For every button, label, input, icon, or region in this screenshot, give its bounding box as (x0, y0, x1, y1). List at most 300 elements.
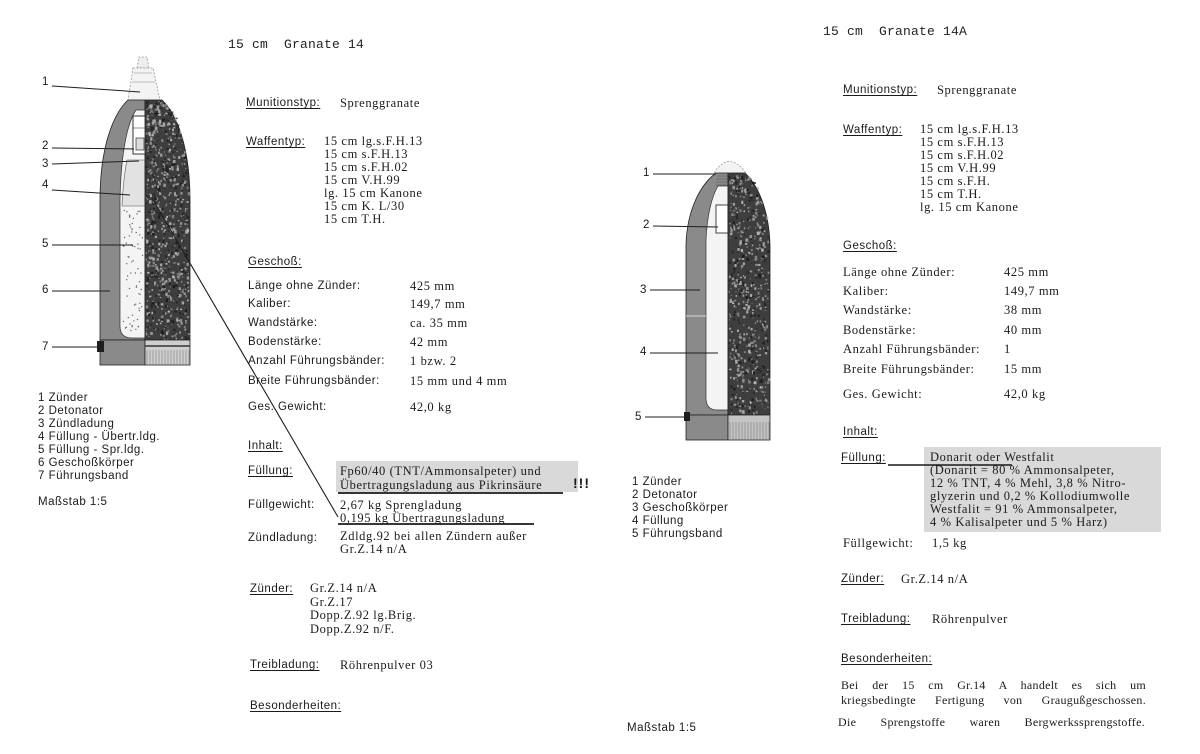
texture-speckle (739, 290, 741, 292)
texture-speckle (169, 283, 171, 285)
texture-speckle (180, 222, 182, 225)
texture-speckle (731, 193, 732, 195)
geschoss-row-label: Kaliber: (248, 298, 291, 310)
texture-speckle (755, 216, 756, 218)
texture-speckle (171, 164, 173, 166)
fuellung-line: 4 % Kalisalpeter und 5 % Harz) (930, 515, 1108, 529)
texture-speckle (156, 101, 157, 102)
texture-speckle (184, 272, 186, 274)
texture-speckle (177, 198, 179, 200)
diagram-label-4: 4 (640, 346, 647, 358)
texture-speckle (161, 269, 162, 271)
texture-speckle (156, 303, 158, 305)
texture-speckle (763, 346, 764, 347)
texture-speckle (155, 329, 156, 331)
texture-speckle (179, 326, 181, 328)
texture-speckle (161, 139, 163, 141)
texture-speckle (178, 156, 180, 159)
texture-speckle (171, 111, 173, 113)
texture-speckle (765, 352, 767, 355)
texture-speckle (161, 105, 162, 106)
texture-speckle (166, 225, 167, 226)
texture-speckle (732, 195, 733, 196)
texture-speckle (168, 177, 169, 178)
texture-speckle (765, 386, 766, 388)
texture-speckle (147, 184, 148, 185)
texture-speckle (175, 163, 177, 164)
texture-speckle (148, 266, 150, 267)
texture-speckle (764, 328, 766, 330)
texture-speckle (155, 163, 156, 164)
texture-speckle (756, 390, 758, 392)
waffentyp-item: 15 cm lg.s.F.H.13 (920, 122, 1019, 136)
filling-dot (131, 261, 132, 262)
texture-speckle (181, 251, 182, 252)
texture-speckle (731, 230, 733, 232)
texture-speckle (764, 393, 765, 395)
texture-speckle (168, 261, 170, 263)
texture-speckle (763, 244, 765, 247)
texture-speckle (154, 140, 155, 141)
texture-speckle (177, 299, 178, 300)
texture-speckle (763, 299, 764, 301)
diagram-label-1: 1 (643, 167, 650, 179)
texture-speckle (159, 187, 161, 188)
texture-speckle (162, 241, 164, 243)
texture-speckle (739, 226, 740, 227)
texture-speckle (155, 144, 156, 145)
texture-speckle (751, 249, 753, 251)
texture-speckle (177, 196, 179, 198)
texture-speckle (729, 280, 730, 282)
texture-speckle (739, 293, 741, 295)
texture-speckle (733, 180, 735, 183)
texture-speckle (736, 394, 737, 395)
texture-speckle (745, 372, 747, 375)
texture-speckle (155, 147, 156, 148)
texture-speckle (186, 318, 187, 319)
texture-speckle (762, 407, 763, 408)
fuellgewicht-label: Füllgewicht: (248, 499, 315, 511)
texture-speckle (187, 229, 189, 233)
waffentyp-item: 15 cm V.H.99 (920, 161, 997, 175)
texture-speckle (146, 219, 148, 221)
texture-speckle (155, 124, 157, 125)
texture-speckle (754, 182, 756, 184)
texture-speckle (736, 209, 737, 210)
texture-speckle (167, 253, 168, 254)
texture-speckle (748, 242, 749, 243)
texture-speckle (165, 245, 167, 248)
texture-speckle (763, 215, 765, 217)
texture-speckle (152, 249, 154, 251)
texture-speckle (729, 348, 730, 349)
texture-speckle (760, 368, 761, 369)
texture-speckle (182, 276, 183, 278)
fuellung-label: Füllung: (841, 452, 886, 464)
fuellung-line: Donarit oder Westfalit (930, 450, 1055, 464)
texture-speckle (763, 347, 764, 349)
texture-speckle (764, 321, 765, 322)
texture-speckle (162, 244, 164, 246)
texture-speckle (743, 324, 744, 325)
texture-speckle (182, 199, 184, 200)
texture-speckle (760, 204, 761, 205)
texture-speckle (764, 327, 766, 328)
texture-speckle (765, 334, 767, 337)
texture-speckle (763, 398, 765, 401)
texture-speckle (754, 340, 756, 342)
texture-speckle (161, 103, 162, 104)
diagram-label-2: 2 (42, 140, 49, 152)
texture-speckle (159, 243, 161, 245)
texture-speckle (761, 325, 763, 327)
texture-speckle (746, 258, 749, 261)
filling-dot (136, 285, 137, 286)
texture-speckle (148, 254, 150, 255)
texture-speckle (730, 325, 732, 326)
texture-speckle (160, 252, 161, 253)
texture-speckle (746, 178, 747, 179)
texture-speckle (734, 302, 735, 303)
texture-speckle (163, 211, 164, 212)
waffentyp-item: 15 cm T.H. (324, 212, 386, 226)
texture-speckle (159, 266, 160, 268)
geschoss-row-value: 149,7 mm (410, 297, 466, 311)
texture-speckle (158, 319, 160, 321)
texture-speckle (159, 193, 161, 196)
texture-speckle (172, 275, 175, 278)
texture-speckle (737, 385, 739, 387)
texture-speckle (147, 188, 149, 189)
texture-speckle (757, 248, 759, 250)
texture-speckle (760, 240, 762, 241)
texture-speckle (737, 353, 739, 355)
geschoss-heading: Geschoß: (843, 240, 897, 252)
texture-speckle (151, 134, 154, 136)
texture-speckle (154, 105, 156, 108)
texture-speckle (163, 238, 164, 240)
texture-speckle (754, 197, 755, 198)
texture-speckle (736, 224, 737, 226)
texture-speckle (167, 160, 169, 161)
fuellung-line: (Donarit = 80 % Ammonsalpeter, (930, 463, 1115, 477)
texture-speckle (747, 309, 749, 311)
texture-speckle (170, 272, 172, 273)
texture-speckle (756, 361, 758, 363)
texture-speckle (173, 334, 175, 335)
filling-dot (140, 294, 141, 295)
texture-speckle (767, 250, 769, 251)
texture-speckle (752, 309, 754, 311)
texture-speckle (180, 197, 181, 198)
filling-dot (129, 215, 130, 216)
texture-speckle (738, 232, 739, 233)
filling-dot (130, 330, 131, 331)
munitionstyp-label: Munitionstyp: (843, 84, 918, 96)
texture-speckle (163, 285, 166, 288)
filling-dot (139, 227, 140, 228)
texture-speckle (163, 233, 166, 235)
texture-speckle (176, 135, 178, 138)
texture-speckle (752, 342, 754, 344)
texture-speckle (744, 204, 745, 206)
filling-dot (124, 237, 125, 238)
texture-speckle (156, 179, 157, 180)
texture-speckle (742, 410, 745, 413)
texture-speckle (159, 213, 161, 216)
texture-speckle (730, 223, 731, 224)
texture-speckle (755, 236, 756, 237)
texture-speckle (173, 255, 175, 258)
texture-speckle (177, 168, 179, 171)
texture-speckle (742, 400, 744, 403)
texture-speckle (151, 275, 152, 277)
texture-speckle (752, 398, 754, 401)
texture-speckle (177, 279, 179, 281)
texture-speckle (743, 263, 745, 266)
texture-speckle (761, 249, 764, 252)
texture-speckle (151, 276, 153, 277)
legend-item: 6 Geschoßkörper (38, 457, 135, 469)
texture-speckle (184, 151, 186, 154)
texture-speckle (729, 291, 730, 292)
texture-speckle (148, 146, 149, 147)
texture-speckle (158, 302, 160, 305)
texture-speckle (183, 174, 184, 175)
texture-speckle (177, 271, 179, 273)
texture-speckle (147, 148, 148, 149)
geschoss-row-value: 42,0 kg (410, 400, 452, 414)
texture-speckle (166, 119, 167, 120)
scale-note: Maßstab 1:5 (627, 722, 697, 734)
texture-speckle (752, 185, 753, 187)
texture-speckle (739, 190, 741, 193)
texture-speckle (738, 251, 739, 253)
texture-speckle (168, 322, 170, 324)
texture-speckle (176, 184, 177, 185)
texture-speckle (179, 273, 181, 277)
texture-speckle (159, 182, 161, 185)
texture-speckle (729, 343, 730, 345)
texture-speckle (147, 150, 149, 152)
texture-speckle (735, 307, 736, 308)
texture-speckle (729, 339, 731, 341)
texture-speckle (736, 346, 737, 348)
texture-speckle (170, 274, 171, 276)
texture-speckle (185, 184, 186, 186)
texture-speckle (752, 346, 754, 347)
texture-speckle (767, 241, 769, 244)
texture-speckle (182, 241, 183, 243)
texture-speckle (759, 238, 761, 240)
diagram-label-2: 2 (643, 219, 650, 231)
texture-speckle (736, 286, 737, 288)
texture-speckle (745, 405, 746, 406)
texture-speckle (172, 152, 174, 153)
texture-speckle (184, 323, 185, 324)
texture-speckle (185, 320, 186, 322)
texture-speckle (149, 200, 152, 203)
texture-speckle (149, 296, 152, 298)
texture-speckle (158, 188, 161, 191)
texture-speckle (761, 272, 762, 273)
texture-speckle (176, 282, 177, 284)
texture-speckle (752, 303, 753, 304)
texture-speckle (740, 180, 742, 182)
inhalt-heading: Inhalt: (248, 440, 283, 452)
texture-speckle (746, 369, 748, 371)
fuellung-line: Fp60/40 (TNT/Ammonsalpeter) und (340, 464, 542, 478)
texture-speckle (740, 397, 742, 399)
texture-speckle (149, 177, 151, 179)
legend-item: 1 Zünder (38, 392, 89, 404)
texture-speckle (757, 215, 758, 216)
texture-speckle (743, 338, 746, 341)
texture-speckle (744, 227, 746, 229)
texture-speckle (756, 195, 758, 198)
texture-speckle (171, 314, 172, 315)
texture-speckle (151, 147, 153, 149)
filling-dot (135, 272, 136, 273)
texture-speckle (181, 269, 183, 271)
texture-speckle (173, 244, 174, 245)
texture-speckle (743, 179, 745, 181)
texture-speckle (167, 154, 168, 155)
texture-speckle (744, 196, 746, 198)
texture-speckle (766, 374, 768, 376)
texture-speckle (751, 329, 753, 331)
texture-speckle (733, 271, 734, 272)
texture-speckle (181, 190, 183, 193)
texture-speckle (150, 104, 153, 107)
texture-speckle (166, 113, 168, 114)
texture-speckle (753, 388, 755, 390)
geschoss-row-value: 15 mm und 4 mm (410, 374, 508, 388)
texture-speckle (759, 264, 760, 266)
filling-dot (140, 289, 141, 290)
texture-speckle (184, 285, 185, 286)
texture-speckle (738, 303, 740, 305)
texture-speckle (166, 204, 167, 205)
texture-speckle (155, 264, 156, 265)
texture-speckle (765, 303, 766, 304)
texture-speckle (168, 242, 170, 244)
texture-speckle (164, 152, 165, 153)
texture-speckle (180, 150, 181, 151)
texture-speckle (745, 254, 747, 256)
texture-speckle (765, 337, 767, 340)
texture-speckle (765, 350, 767, 352)
texture-speckle (743, 301, 745, 303)
zuender-item: Dopp.Z.92 n/F. (310, 621, 395, 636)
legend-item: 1 Zünder (632, 476, 683, 488)
texture-speckle (752, 382, 753, 383)
filling-dot (136, 232, 137, 233)
texture-speckle (738, 315, 740, 316)
texture-speckle (748, 192, 750, 194)
filling-dot (132, 315, 133, 316)
texture-speckle (752, 182, 754, 184)
geschoss-row-value: 1 bzw. 2 (410, 354, 457, 368)
texture-speckle (155, 108, 157, 110)
texture-speckle (743, 275, 744, 276)
texture-speckle (747, 299, 749, 301)
texture-speckle (753, 371, 755, 374)
texture-speckle (737, 263, 738, 264)
texture-speckle (750, 271, 753, 273)
texture-speckle (149, 327, 150, 328)
texture-speckle (737, 248, 739, 251)
texture-speckle (154, 311, 156, 313)
texture-speckle (147, 157, 149, 159)
texture-speckle (752, 312, 753, 314)
texture-speckle (757, 391, 758, 392)
filling-dot (129, 323, 130, 324)
texture-speckle (762, 342, 765, 345)
texture-speckle (156, 164, 158, 166)
texture-speckle (763, 222, 765, 224)
texture-speckle (170, 223, 171, 225)
texture-speckle (735, 237, 738, 239)
texture-speckle (184, 262, 185, 263)
texture-speckle (172, 129, 174, 132)
texture-speckle (157, 168, 159, 170)
texture-speckle (165, 252, 166, 254)
texture-speckle (754, 315, 756, 316)
texture-speckle (151, 213, 153, 215)
texture-speckle (182, 337, 183, 339)
texture-speckle (170, 179, 172, 181)
texture-speckle (163, 275, 164, 276)
texture-speckle (163, 313, 164, 315)
texture-speckle (177, 234, 180, 237)
texture-speckle (752, 242, 753, 243)
texture-speckle (767, 348, 768, 350)
texture-speckle (159, 149, 160, 151)
texture-speckle (146, 143, 147, 144)
texture-speckle (165, 255, 167, 258)
texture-speckle (730, 377, 732, 379)
zuender-label: Zünder: (250, 583, 294, 595)
texture-speckle (758, 274, 760, 277)
texture-speckle (149, 162, 151, 163)
texture-speckle (729, 319, 730, 320)
texture-speckle (740, 277, 742, 278)
texture-speckle (173, 263, 174, 264)
texture-speckle (761, 390, 762, 391)
texture-speckle (738, 365, 740, 368)
texture-speckle (148, 336, 149, 338)
texture-speckle (757, 366, 758, 367)
texture-speckle (172, 299, 173, 300)
texture-speckle (733, 388, 736, 390)
texture-speckle (160, 334, 162, 335)
texture-speckle (177, 127, 178, 128)
texture-speckle (169, 110, 171, 112)
texture-speckle (737, 227, 739, 229)
texture-speckle (157, 261, 158, 262)
texture-speckle (181, 155, 183, 157)
texture-speckle (164, 264, 165, 265)
texture-speckle (146, 173, 148, 174)
texture-speckle (763, 258, 764, 259)
texture-speckle (757, 232, 760, 236)
texture-speckle (149, 312, 150, 313)
texture-speckle (151, 120, 152, 122)
legend-item: 4 Füllung (632, 515, 684, 527)
texture-speckle (760, 370, 761, 372)
